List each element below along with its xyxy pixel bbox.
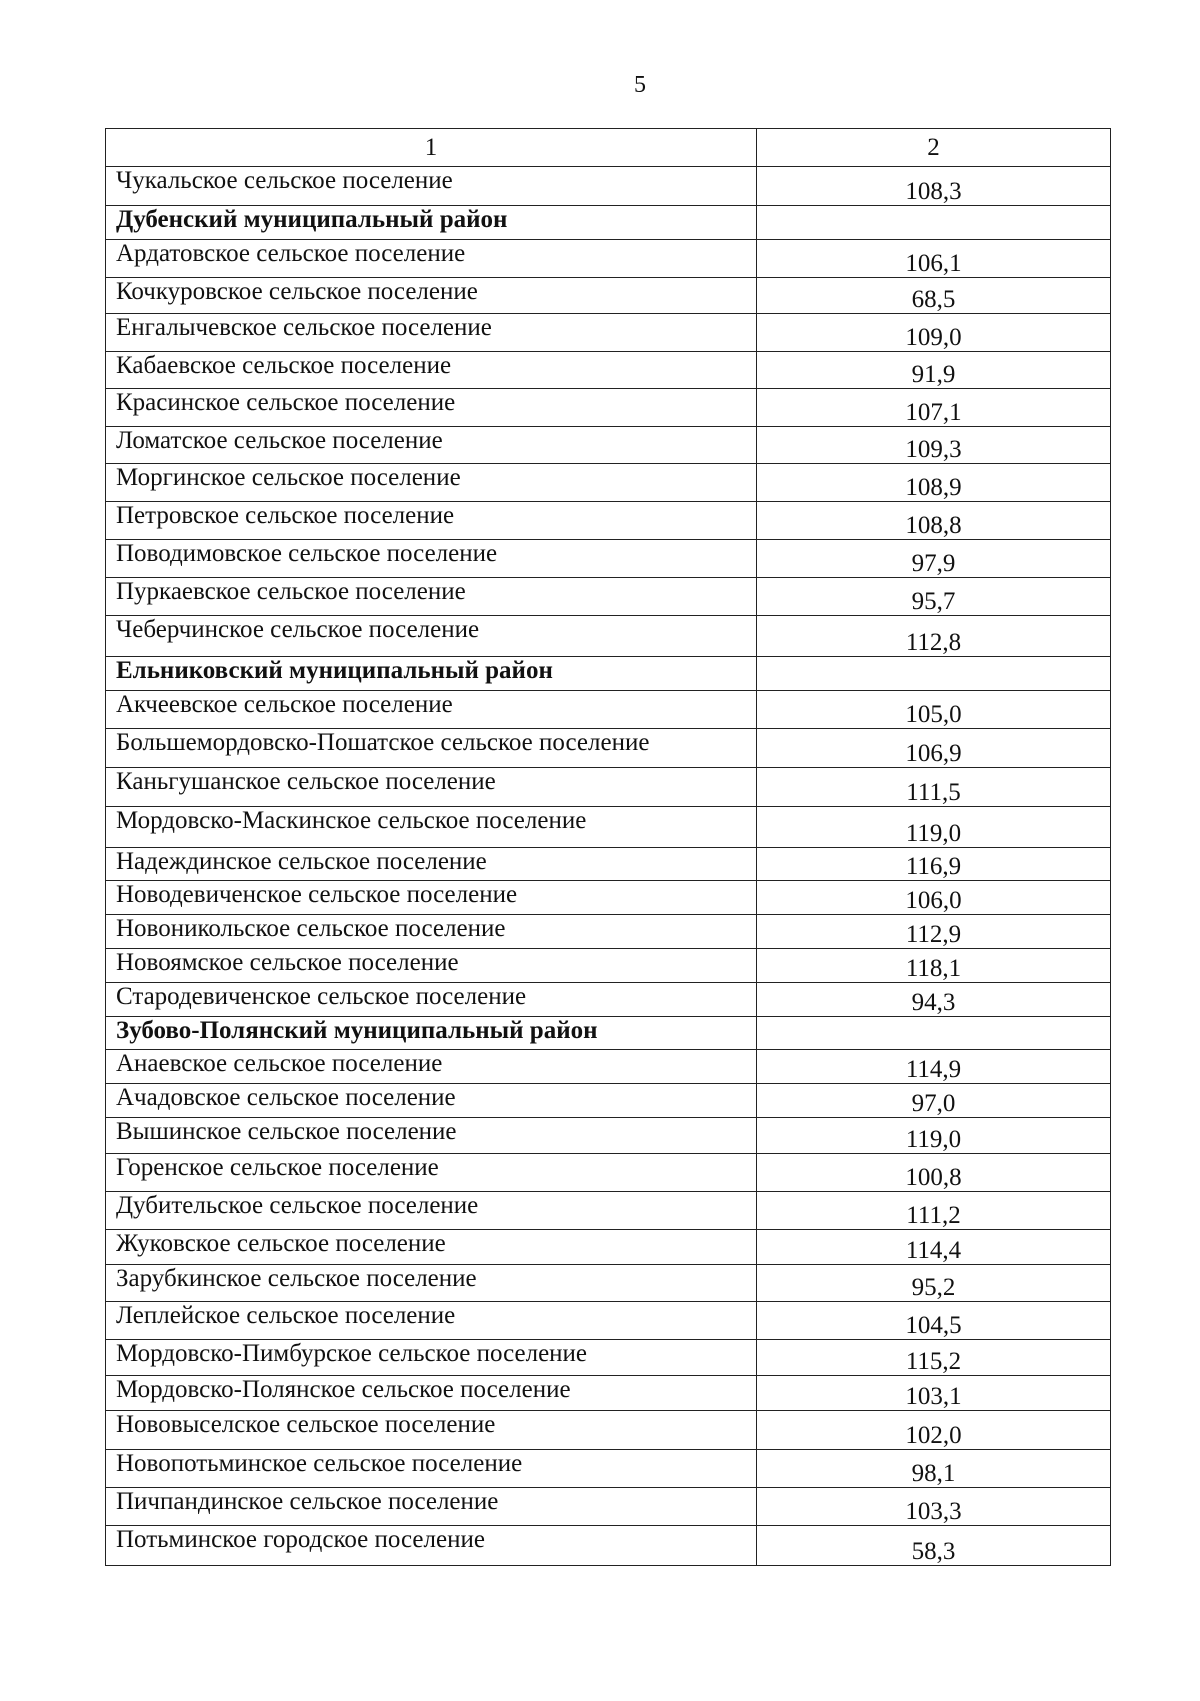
table-row [106,1376,1111,1411]
settlement-name: Нововыселское сельское поселение [106,1411,757,1450]
settlement-name: Петровское сельское поселение [106,502,757,540]
index-value: 97,9 [757,540,1111,578]
table-row [106,389,1111,427]
settlement-name: Чукальское сельское поселение [106,167,757,206]
index-value: 112,8 [757,616,1111,657]
settlement-name: Поводимовское сельское поселение [106,540,757,578]
index-value: 106,0 [757,881,1111,915]
settlement-name: Потьминское городское поселение [106,1526,757,1566]
index-value: 103,1 [757,1376,1111,1411]
index-value: 100,8 [757,1154,1111,1192]
index-value: 111,2 [757,1192,1111,1230]
table-row [106,915,1111,949]
settlement-name: Акчеевское сельское поселение [106,691,757,729]
settlement-name: Надеждинское сельское поселение [106,848,757,881]
settlement-name: Кочкуровское сельское поселение [106,278,757,314]
column-header-2: 2 [757,129,1111,167]
settlement-name: Мордовско-Полянское сельское поселение [106,1376,757,1411]
index-value: 107,1 [757,389,1111,427]
index-value: 95,7 [757,578,1111,616]
index-value: 111,5 [757,768,1111,807]
index-value: 118,1 [757,949,1111,983]
district-name: Зубово-Полянский муниципальный район [106,1017,757,1050]
column-header-1: 1 [106,129,757,167]
settlement-name: Пичпандинское сельское поселение [106,1488,757,1526]
settlement-name: Стародевиченское сельское поселение [106,983,757,1017]
index-value: 104,5 [757,1302,1111,1340]
settlement-name: Леплейское сельское поселение [106,1302,757,1340]
table-row [106,1192,1111,1230]
table-row [106,502,1111,540]
index-value: 106,9 [757,729,1111,768]
section-row [106,1017,1111,1050]
index-value: 115,2 [757,1340,1111,1376]
data-table [105,128,1111,1566]
index-value: 94,3 [757,983,1111,1017]
settlement-name: Моргинское сельское поселение [106,464,757,502]
index-value: 108,3 [757,167,1111,206]
table-row [106,848,1111,881]
table-row [106,240,1111,278]
index-value: 105,0 [757,691,1111,729]
index-value: 95,2 [757,1265,1111,1302]
index-value: 109,0 [757,314,1111,352]
settlement-name: Ачадовское сельское поселение [106,1084,757,1118]
index-value: 108,8 [757,502,1111,540]
table-row [106,427,1111,464]
table-row [106,1526,1111,1566]
settlement-name: Чеберчинское сельское поселение [106,616,757,657]
index-value: 119,0 [757,807,1111,848]
table-row [106,314,1111,352]
table-row [106,807,1111,848]
table-row [106,1411,1111,1450]
table-row [106,1050,1111,1084]
index-value: 103,3 [757,1488,1111,1526]
table-row [106,464,1111,502]
index-value: 112,9 [757,915,1111,949]
settlement-name: Зарубкинское сельское поселение [106,1265,757,1302]
index-value: 102,0 [757,1411,1111,1450]
table-row [106,1084,1111,1118]
index-value: 114,4 [757,1230,1111,1265]
table-row [106,1265,1111,1302]
table-header-row [106,129,1111,167]
settlement-name: Новоямское сельское поселение [106,949,757,983]
table-row [106,1118,1111,1154]
index-value: 97,0 [757,1084,1111,1118]
index-value: 114,9 [757,1050,1111,1084]
table-row [106,1450,1111,1488]
index-value: 108,9 [757,464,1111,502]
table-row [106,352,1111,389]
table-row [106,983,1111,1017]
section-row [106,206,1111,240]
settlement-name: Красинское сельское поселение [106,389,757,427]
index-value: 91,9 [757,352,1111,389]
table-row [106,540,1111,578]
table-row [106,1488,1111,1526]
index-value: 119,0 [757,1118,1111,1154]
settlement-name: Анаевское сельское поселение [106,1050,757,1084]
table-row [106,729,1111,768]
index-value: 116,9 [757,848,1111,881]
table-row [106,691,1111,729]
table-body [106,129,1111,1566]
settlement-name: Горенское сельское поселение [106,1154,757,1192]
settlement-name: Новоникольское сельское поселение [106,915,757,949]
index-value [757,1017,1111,1050]
settlement-name: Каньгушанское сельское поселение [106,768,757,807]
settlement-name: Жуковское сельское поселение [106,1230,757,1265]
settlement-name: Кабаевское сельское поселение [106,352,757,389]
table-row [106,881,1111,915]
section-row [106,657,1111,691]
district-name: Дубенский муниципальный район [106,206,757,240]
index-value: 106,1 [757,240,1111,278]
table-row [106,768,1111,807]
index-value: 68,5 [757,278,1111,314]
settlement-name: Мордовско-Маскинское сельское поселение [106,807,757,848]
index-value [757,206,1111,240]
index-value: 98,1 [757,1450,1111,1488]
page-number: 5 [634,72,646,98]
index-value: 109,3 [757,427,1111,464]
settlement-name: Мордовско-Пимбурское сельское поселение [106,1340,757,1376]
settlement-name: Енгалычевское сельское поселение [106,314,757,352]
district-name: Ельниковский муниципальный район [106,657,757,691]
settlement-name: Ардатовское сельское поселение [106,240,757,278]
settlement-name: Вышинское сельское поселение [106,1118,757,1154]
settlement-name: Пуркаевское сельское поселение [106,578,757,616]
settlement-name: Новодевиченское сельское поселение [106,881,757,915]
index-value: 58,3 [757,1526,1111,1566]
settlement-name: Новопотьминское сельское поселение [106,1450,757,1488]
settlement-name: Большемордовско-Пошатское сельское поселение [106,729,757,768]
table-row [106,578,1111,616]
settlement-name: Дубительское сельское поселение [106,1192,757,1230]
table-row [106,1230,1111,1265]
index-value [757,657,1111,691]
table-row [106,167,1111,206]
settlement-name: Ломатское сельское поселение [106,427,757,464]
table-row [106,278,1111,314]
table-row [106,616,1111,657]
table-row [106,949,1111,983]
table-row [106,1302,1111,1340]
table-row [106,1154,1111,1192]
table-row [106,1340,1111,1376]
